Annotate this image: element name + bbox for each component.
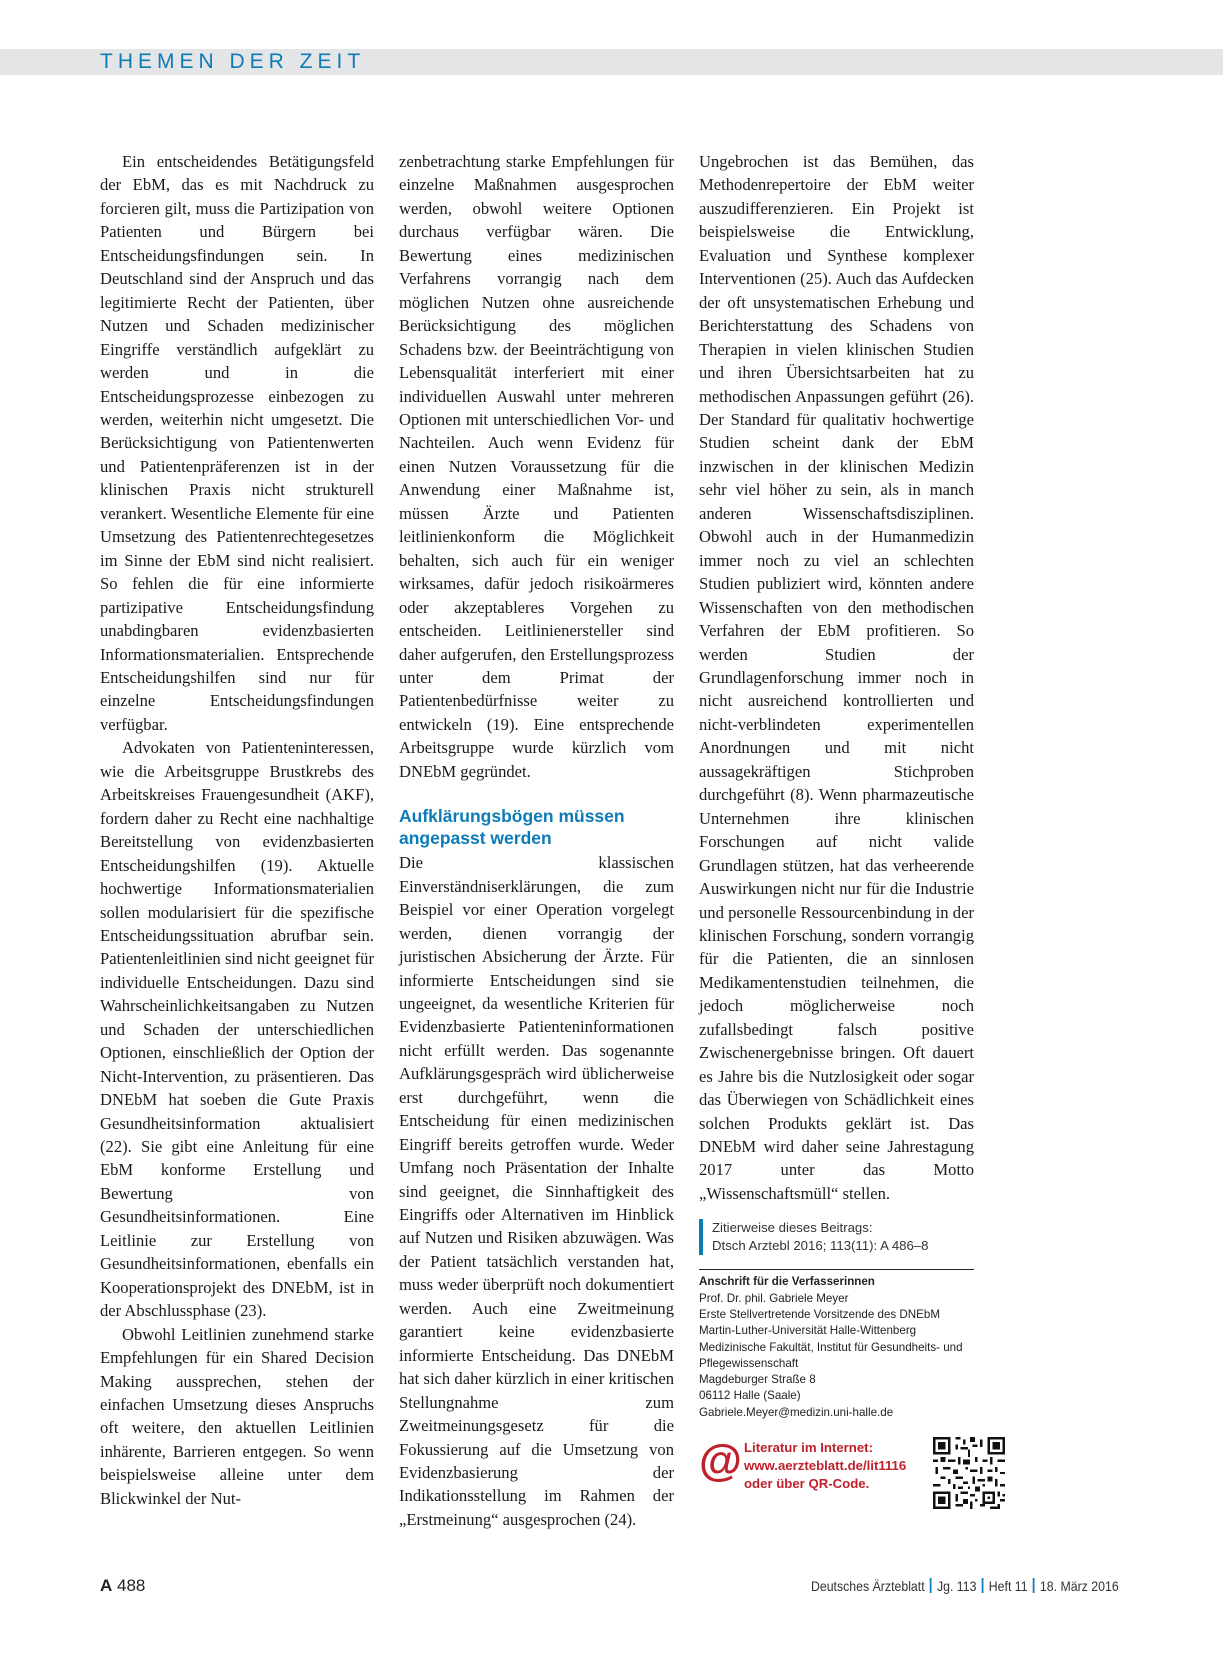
literature-label: Literatur im Internet: [744, 1440, 873, 1456]
address-line: Pflegewissenschaft [699, 1356, 799, 1370]
journal-issue: Heft 11 [989, 1578, 1028, 1594]
address-line: Prof. Dr. phil. Gabriele Meyer [699, 1291, 849, 1305]
journal-name: Deutsches Ärzteblatt [811, 1578, 925, 1594]
journal-date: 18. März 2016 [1040, 1578, 1119, 1594]
citation-box [699, 1219, 974, 1255]
page-number [100, 1576, 145, 1596]
subheading: Aufklärungsbögen müssen angepasst werden [399, 806, 625, 849]
citation-reference: Dtsch Arztebl 2016; 113(11): A 486–8 [712, 1238, 929, 1254]
page-footer [0, 1576, 1223, 1606]
paragraph: Ungebrochen ist das Bemühen, das Methodenrepertoire der EbM weiter auszudifferenzieren. Ein Projekt ist beispielsweise die Entwicklung, Evaluation und Synthese komplexer Interventionen (25). Auch das Aufdecken der oft unsystematischen Erhebung und Berichterstattung des Schadens von Therapien in vielen klinischen Studien und ihren Übersichtsarbeiten hat zu methodischen Anpassungen geführt (26). Der Standard für qualitativ hochwertige Studien scheint dank der EbM inzwischen in der klinischen Medizin sehr viel höher zu sein, als in manch anderen Wissenschaftsdisziplinen. Obwohl auch in der Humanmedizin immer noch zu viel an schlechten Studien publiziert wird, könnten andere Wissenschaften von den methodischen Verfahren der EbM profitieren. So werden Studien der Grundlagenforschung immer noch in nicht ausreichend kontrollierten und nicht-verblindeten experimentellen Anordnungen und mit nicht aussagekräftigen Stichproben durchgeführt (8). Wenn pharmazeutische Unternehmen ihre klinischen Forschungen auf nicht valide Grundlagen stützen, hat das verheerende Auswirkungen nicht nur für die Industrie und personelle Ressourcenbindung in der klinischen Forschung, sondern vorrangig für die Patienten, die an sinnlosen Medikamentenstudien teilnehmen, die jedoch möglicherweise noch zufallsbedingt falsch positive Zwischenergebnisse bringen. Oft dauert es Jahre bis die Nutzlosigkeit oder sogar das Überwiegen von Schädlichkeit eines solchen Produkts geklärt ist. Das DNEbM wird daher seine Jahrestagung 2017 unter das Motto „Wissenschaftsmüll“ stellen. [699, 152, 974, 1203]
address-title: Anschrift für die Verfasserinnen [699, 1275, 875, 1289]
address-line: Martin-Luther-Universität Halle-Wittenberg [699, 1324, 917, 1338]
divider [930, 1578, 932, 1593]
column-3 [699, 150, 974, 1519]
paragraph: Die klassischen Einverständniserklärungen, die zum Beispiel vor einer Operation vorgelegt werden, dienen vorrangig der juristischen Absicherung der Ärzte. Für informierte Entscheidungen sind sie ungeeignet, da wesentliche Kriterien für Evidenzbasierte Patienteninformationen nicht erfüllt werden. Das sogenannte Aufklärungsgespräch wird üblicherweise erst durchgeführt, wenn die Entscheidung für einen medizinischen Eingriff bereits getroffen wurde. Weder Umfang noch Präsentation der Inhalte sind geeignet, die Sinnhaftigkeit des Eingriffs oder Alternativen im Hinblick auf Nutzen und Risiken abzuwägen. Was der Patient tatsächlich verstanden hat, muss weder überprüft noch dokumentiert werden. Auch eine Zweitmeinung garantiert keine evidenzbasierte informierte Entscheidung. Das DNEbM hat sich daher kürzlich in einer kritischen Stellungnahme zum Zweitmeinungsgesetz für die Fokussierung auf die Umsetzung von Evidenzbasierung der Indikationsstellung im Rahmen der „Erstmeinung“ ausgesprochen (24). [399, 853, 674, 1529]
literature-note: oder über QR-Code. [744, 1476, 870, 1492]
address-line: Magdeburger Straße 8 [699, 1373, 816, 1387]
paragraph: Obwohl Leitlinien zunehmend starke Empfehlungen für ein Shared Decision Making aussprechen, stehen der einfachen Umsetzung dieses Anspruchs oft weitere, den aktuellen Leitlinien inhärente, Barrieren entgegen. So wenn beispielsweise alleine unter dem Blickwinkel der Nut- [100, 1324, 374, 1508]
literature-text [744, 1439, 924, 1493]
section-title: THEMEN DER ZEIT [100, 50, 366, 73]
qr-code-icon[interactable] [933, 1437, 1005, 1509]
divider [982, 1578, 984, 1593]
at-icon: @ [699, 1436, 742, 1486]
page-prefix: A [100, 1576, 113, 1595]
paragraph: Ein entscheidendes Betätigungsfeld der EbM, das es mit Nachdruck zu forcieren gilt, muss die Partizipation von Patienten und Bürgern bei Entscheidungsfindungen sein. In Deutschland sind der Anspruch und das legitimierte Recht der Patienten, über Nutzen und Schaden medizinischer Eingriffe verständlich aufgeklärt zu werden und in die Entscheidungsprozesse einbezogen zu werden, weiterhin nicht umgesetzt. Die Berücksichtigung von Patientenwerten und Patientenpräferenzen ist in der klinischen Praxis nicht strukturell verankert. Wesentliche Elemente für eine Umsetzung des Patientenrechtegesetzes im Sinne der EbM sind nicht realisiert. So fehlen die für eine informierte partizipative Entscheidungsfindung unabdingbaren evidenzbasierten Informationsmaterialien. Entsprechende Entscheidungshilfen sind nur für einzelne Entscheidungsfindungen verfügbar. [100, 152, 374, 734]
divider [1033, 1578, 1035, 1593]
page-number-value: 488 [117, 1576, 146, 1595]
column-1 [100, 150, 374, 1510]
address-line: Medizinische Fakultät, Institut für Gesundheits- und [699, 1340, 963, 1354]
journal-info [811, 1578, 1119, 1594]
journal-volume: Jg. 113 [937, 1578, 977, 1594]
address-line: Erste Stellvertretende Vorsitzende des DNEbM [699, 1307, 941, 1321]
literature-link[interactable]: www.aerzteblatt.de/lit1116 [744, 1458, 907, 1474]
author-address [699, 1269, 974, 1421]
column-2 [399, 150, 674, 1531]
paragraph: zenbetrachtung starke Empfehlungen für einzelne Maßnahmen ausgesprochen werden, obwohl weitere Optionen durchaus verfügbar wären. Die Bewertung eines medizinischen Verfahrens vorrangig nach dem möglichen Nutzen ohne ausreichende Berücksichtigung des möglichen Schadens bzw. der Beeinträchtigung von Lebensqualität interferiert mit einer individuellen Auswahl unter mehreren Optionen mit unterschiedlichen Vor- und Nachteilen. Auch wenn Evidenz für einen Nutzen Voraussetzung für die Anwendung einer Maßnahme ist, müssen Ärzte und Patienten leitlinienkonform die Möglichkeit behalten, sich auch für ein weniger wirksames, dafür jedoch risikoärmeres oder akzeptableres Vorgehen zu entscheiden. Leitlinienersteller sind daher aufgerufen, den Erstellungsprozess unter dem Primat der Patientenbedürfnisse weiter zu entwickeln (19). Eine entsprechende Arbeitsgruppe wurde kürzlich vom DNEbM gegründet. [399, 152, 674, 781]
citation-label: Zitierweise dieses Beitrags: [712, 1220, 873, 1236]
paragraph: Advokaten von Patienteninteressen, wie die Arbeitsgruppe Brustkrebs des Arbeitskreises Frauengesundheit (AKF), fordern daher zu Recht eine nachhaltige Bereitstellung von evidenzbasierten Entscheidungshilfen (19). Aktuelle hochwertige Informationsmaterialien sollen modularisiert für die spezifische Entscheidungssituation abrufbar sein. Patientenleitlinien sind nicht geeignet für individuelle Entscheidungen. Dazu sind Wahrscheinlichkeitsangaben zu Nutzen und Schaden der unterschiedlichen Optionen, einschließlich der Option der Nicht-Intervention, zu präsentieren. Das DNEbM hat soeben die Gute Praxis Gesundheitsinformation aktualisiert (22). Sie gibt eine Anleitung für eine EbM konforme Erstellung und Bewertung von Gesundheitsinformationen. Eine Leitlinie zur Erstellung von Gesundheitsinformationen, ebenfalls ein Kooperationsprojekt des DNEbM, ist in der Abschlussphase (23). [100, 738, 374, 1321]
literature-box [699, 1437, 974, 1519]
address-line: 06112 Halle (Saale) [699, 1389, 801, 1403]
email-link[interactable]: Gabriele.Meyer@medizin.uni-halle.de [699, 1405, 894, 1419]
